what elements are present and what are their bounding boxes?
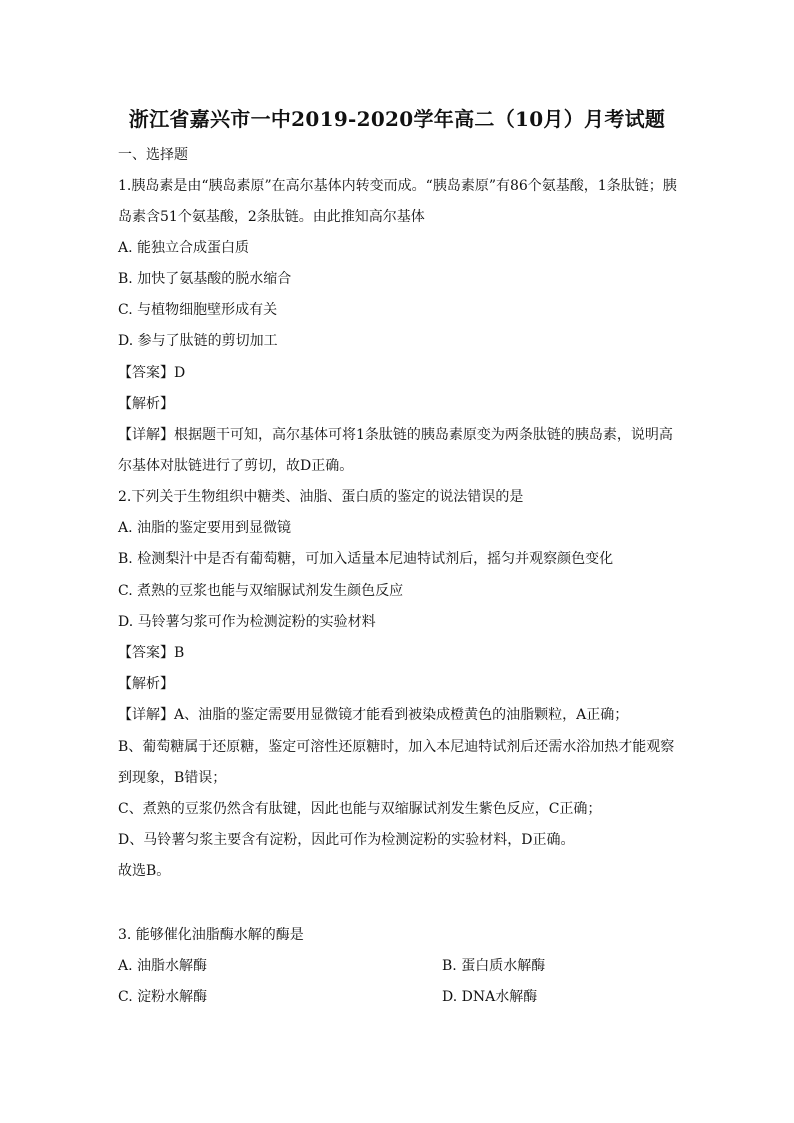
- q1-option-c: C. 与植物细胞壁形成有关: [118, 302, 278, 318]
- q1-detail-line1: 【详解】根据题干可知，高尔基体可将1条肽链的胰岛素原变为两条肽链的胰岛素，说明高: [118, 427, 673, 443]
- q1-option-b: B. 加快了氨基酸的脱水缩合: [118, 271, 292, 287]
- q2-stem: 2.下列关于生物组织中糖类、油脂、蛋白质的鉴定的说法错误的是: [118, 489, 524, 505]
- q2-detail-line: C、煮熟的豆浆仍然含有肽键，因此也能与双缩脲试剂发生紫色反应，C正确；: [118, 801, 602, 817]
- q1-option-d: D. 参与了肽链的剪切加工: [118, 333, 278, 349]
- q2-option-a: A. 油脂的鉴定要用到显微镜: [118, 520, 292, 536]
- q1-answer: 【答案】D: [118, 365, 186, 381]
- q3-option-b: B. 蛋白质水解酶: [442, 958, 546, 974]
- q3-option-d: D. DNA水解酶: [442, 989, 538, 1005]
- q3-option-a: A. 油脂水解酶: [118, 958, 208, 974]
- q3-stem: 3. 能够催化油脂酶水解的酶是: [118, 927, 304, 943]
- q1-detail-line2: 尔基体对肽链进行了剪切，故D正确。: [118, 458, 354, 474]
- q1-analysis-label: 【解析】: [118, 396, 174, 412]
- q2-option-d: D. 马铃薯匀浆可作为检测淀粉的实验材料: [118, 614, 376, 630]
- q2-option-c: C. 煮熟的豆浆也能与双缩脲试剂发生颜色反应: [118, 583, 404, 599]
- q1-option-a: A. 能独立合成蛋白质: [118, 240, 250, 256]
- page-title: 浙江省嘉兴市一中2019-2020学年高二（10月）月考试题: [128, 107, 666, 131]
- section-heading: 一、选择题: [118, 147, 188, 163]
- q2-analysis-label: 【解析】: [118, 676, 174, 692]
- q1-stem-line2: 岛素含51个氨基酸，2条肽链。由此推知高尔基体: [118, 209, 425, 225]
- q2-conclusion: 故选B。: [118, 863, 171, 879]
- q2-detail-line: 【详解】A、油脂的鉴定需要用显微镜才能看到被染成橙黄色的油脂颗粒，A正确；: [118, 707, 629, 723]
- q2-detail-line: D、马铃薯匀浆主要含有淀粉，因此可作为检测淀粉的实验材料，D正确。: [118, 832, 575, 848]
- q2-answer: 【答案】B: [118, 645, 185, 661]
- q2-option-b: B. 检测梨汁中是否有葡萄糖，可加入适量本尼迪特试剂后，摇匀并观察颜色变化: [118, 551, 614, 567]
- q2-detail-line: B、葡萄糖属于还原糖，鉴定可溶性还原糖时，加入本尼迪特试剂后还需水浴加热才能观察: [118, 739, 675, 755]
- q2-detail-line: 到现象，B错误；: [118, 770, 227, 786]
- q3-option-c: C. 淀粉水解酶: [118, 989, 208, 1005]
- q1-stem-line1: 1.胰岛素是由“胰岛素原”在高尔基体内转变而成。“胰岛素原”有86个氨基酸，1条肽链；胰: [118, 178, 677, 194]
